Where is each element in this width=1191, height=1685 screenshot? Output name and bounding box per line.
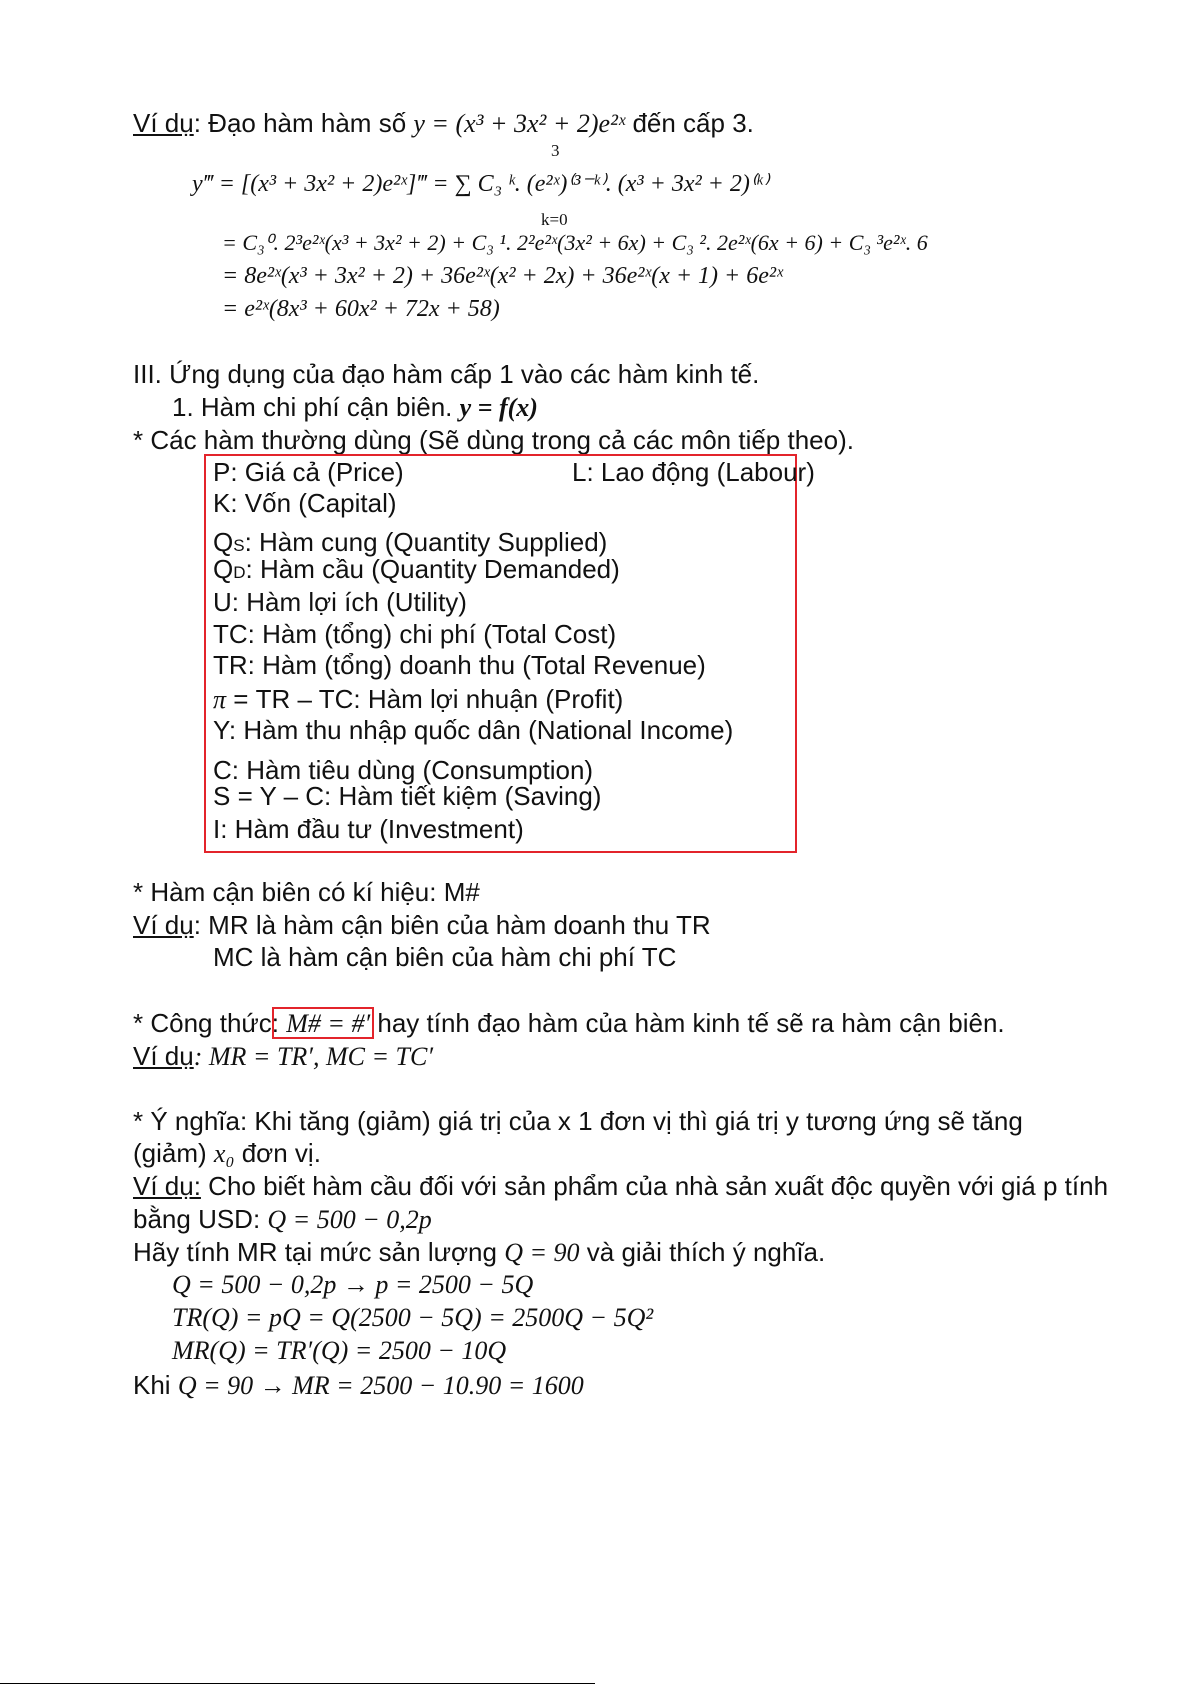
- function-utility: U: Hàm lợi ích (Utility): [213, 587, 467, 617]
- function-supply: QS: Hàm cung (Quantity Supplied): [213, 527, 608, 557]
- solution-line-3: MR(Q) = TR′(Q) = 2500 − 10Q: [172, 1336, 507, 1365]
- sum-lower-limit: k=0: [541, 210, 568, 229]
- solution-line-1: Q = 500 − 0,2p → p = 2500 − 5Q: [172, 1270, 534, 1299]
- function-labour: L: Lao động (Labour): [572, 457, 815, 487]
- meaning-line-2: (giảm) x₀ đơn vị.: [133, 1138, 321, 1168]
- function-formula: y = (x³ + 3x² + 2)e²ˣ: [413, 109, 626, 138]
- sum-upper-limit: 3: [551, 141, 560, 160]
- marginal-example-mr: Ví dụ: MR là hàm cận biên của hàm doanh thu TR: [133, 910, 711, 940]
- derivation-line-3: = 8e²ˣ(x³ + 3x² + 2) + 36e²ˣ(x² + 2x) + 36e²ˣ(x + 1) + 6e²ˣ: [222, 263, 783, 289]
- footnote-rule: [0, 1683, 595, 1684]
- derivation-line-2: = C₃⁰. 2³e²ˣ(x³ + 3x² + 2) + C₃ ¹. 2²e²ˣ(3x² + 6x) + C₃ ². 2e²ˣ(6x + 6) + C₃ ³e²ˣ. 6: [222, 230, 928, 255]
- marginal-symbol-line: * Hàm cận biên có kí hiệu: M#: [133, 877, 480, 907]
- solution-final-line: Khi Q = 90 → MR = 2500 − 10.90 = 1600: [133, 1370, 584, 1400]
- function-demand: QD: Hàm cầu (Quantity Demanded): [213, 554, 620, 584]
- marginal-example-mc: MC là hàm cận biên của hàm chi phí TC: [213, 942, 677, 972]
- solution-line-2: TR(Q) = pQ = Q(2500 − 5Q) = 2500Q − 5Q²: [172, 1303, 654, 1332]
- common-functions-intro: * Các hàm thường dùng (Sẽ dùng trong cả các môn tiếp theo).: [133, 425, 854, 455]
- function-total-revenue: TR: Hàm (tổng) doanh thu (Total Revenue): [213, 650, 706, 680]
- marginal-formula-line: * Công thức: M# = #′ hay tính đạo hàm của hàm kinh tế sẽ ra hàm cận biên.: [133, 1008, 1005, 1038]
- function-total-cost: TC: Hàm (tổng) chi phí (Total Cost): [213, 619, 617, 649]
- function-price: P: Giá cả (Price): [213, 457, 404, 487]
- function-national-income: Y: Hàm thu nhập quốc dân (National Income): [213, 715, 734, 745]
- demand-function-line: bằng USD: Q = 500 − 0,2p: [133, 1204, 432, 1234]
- marginal-formula: M# = #′: [286, 1009, 371, 1038]
- marginal-example-2: Ví dụ: MR = TR′, MC = TC′: [133, 1041, 434, 1071]
- derivation-line-1: y‴ = [(x³ + 3x² + 2)e²ˣ]‴ = ∑ C₃ ᵏ. (e²ˣ)⁽³⁻ᵏ⁾. (x³ + 3x² + 2)⁽ᵏ⁾: [192, 171, 769, 197]
- function-investment: I: Hàm đầu tư (Investment): [213, 814, 524, 844]
- function-consumption: C: Hàm tiêu dùng (Consumption): [213, 755, 594, 785]
- function-saving: S = Y – C: Hàm tiết kiệm (Saving): [213, 781, 602, 811]
- task-line: Hãy tính MR tại mức sản lượng Q = 90 và giải thích ý nghĩa.: [133, 1237, 826, 1267]
- meaning-line-1: * Ý nghĩa: Khi tăng (giảm) giá trị của x 1 đơn vị thì giá trị y tương ứng sẽ tăng: [133, 1106, 1023, 1136]
- formula-highlight-box: [272, 1007, 374, 1039]
- example-heading: Ví dụ: Đạo hàm hàm số y = (x³ + 3x² + 2)e²ˣ đến cấp 3.: [133, 108, 754, 138]
- example-label: Ví dụ: [133, 108, 194, 138]
- subsection-heading: 1. Hàm chi phí cận biên. y = f(x): [172, 392, 538, 422]
- derivation-line-4: = e²ˣ(8x³ + 60x² + 72x + 58): [222, 296, 500, 322]
- section-heading: III. Ứng dụng của đạo hàm cấp 1 vào các hàm kinh tế.: [133, 359, 760, 389]
- meaning-example-line: Ví dụ: Cho biết hàm cầu đối với sản phẩm của nhà sản xuất độc quyền với giá p tính: [133, 1171, 1109, 1201]
- function-profit: π = TR – TC: Hàm lợi nhuận (Profit): [213, 684, 624, 714]
- function-capital: K: Vốn (Capital): [213, 488, 397, 518]
